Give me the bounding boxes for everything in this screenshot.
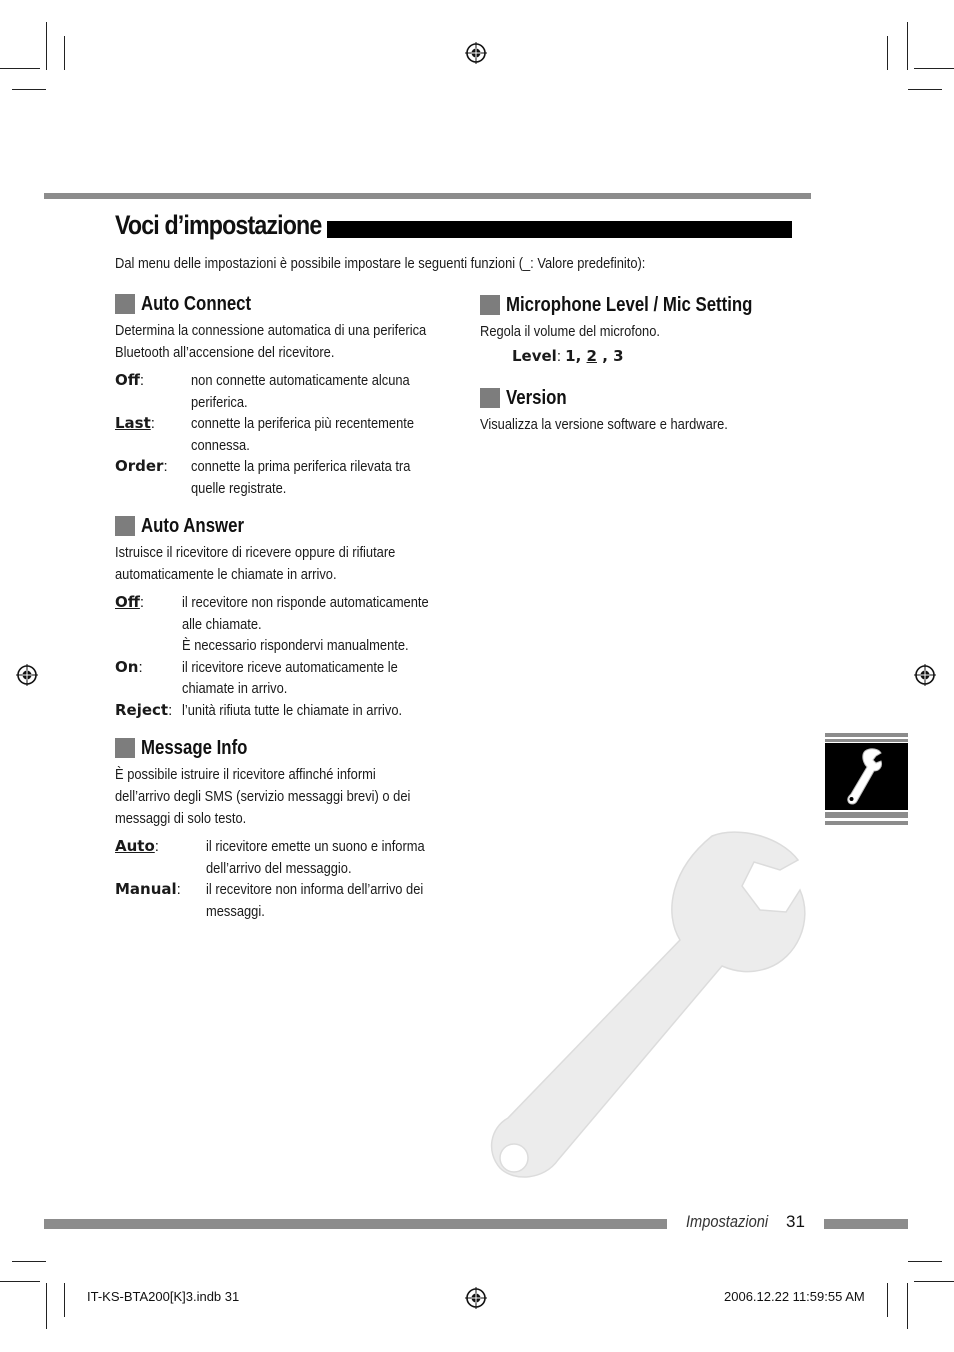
option-label-default: Off: bbox=[115, 593, 145, 611]
registration-mark-icon bbox=[16, 664, 38, 686]
option-last: Last: connette la periferica più recentemente connessa. bbox=[115, 414, 415, 454]
section-desc: Determina la connessione automatica di una periferica bbox=[115, 322, 427, 339]
registration-mark-icon bbox=[914, 664, 936, 686]
section-title: Auto Connect bbox=[141, 292, 252, 315]
option-label-default: Last: bbox=[115, 414, 155, 432]
section-square-icon bbox=[480, 295, 500, 315]
section-desc: Visualizza la versione software e hardware. bbox=[480, 416, 728, 433]
page-title: Voci d’impostazione bbox=[115, 210, 322, 240]
section-square-icon bbox=[115, 294, 135, 314]
section-desc: È possibile istruire il ricevitore affinché informi bbox=[115, 766, 376, 783]
option-off: Off: il recevitore non risponde automaticamente alle chiamate. È necessario rispondervi manualmente. bbox=[115, 593, 429, 654]
option-label-default: Auto: bbox=[115, 837, 159, 855]
option-label: On: bbox=[115, 657, 143, 676]
section-title: Message Info bbox=[141, 736, 248, 759]
level-default: 2 bbox=[586, 347, 597, 365]
option-manual: Manual: il recevitore non informa dell’arrivo dei messaggi. bbox=[115, 880, 424, 920]
title-bar bbox=[327, 221, 792, 238]
section-title: Version bbox=[506, 386, 567, 409]
registration-mark-icon bbox=[465, 1287, 487, 1309]
wrench-icon bbox=[843, 747, 889, 807]
option-label: Off: bbox=[115, 371, 145, 389]
print-timestamp: 2006.12.22 11:59:55 AM bbox=[724, 1289, 865, 1304]
option-reject: Reject: l’unità rifiuta tutte le chiamate in arrivo. bbox=[115, 700, 469, 722]
file-slug: IT-KS-BTA200[K]3.indb 31 bbox=[87, 1289, 240, 1304]
section-tab bbox=[825, 733, 908, 830]
option-label: Reject: bbox=[115, 700, 173, 719]
section-desc: automaticamente le chiamate in arrivo. bbox=[115, 566, 337, 583]
footer-rule-right bbox=[824, 1219, 908, 1229]
section-desc: dell’arrivo degli SMS (servizio messaggi brevi) o dei bbox=[115, 788, 411, 805]
registration-mark-icon bbox=[465, 42, 487, 64]
section-message-info bbox=[115, 736, 460, 922]
section-desc: Istruisce il ricevitore di ricevere oppure di rifiutare bbox=[115, 544, 396, 561]
level-setting: Level: 1, 2 , 3 bbox=[512, 347, 624, 365]
section-square-icon bbox=[115, 738, 135, 758]
section-desc: Bluetooth all’accensione del ricevitore. bbox=[115, 344, 335, 361]
section-square-icon bbox=[480, 388, 500, 408]
footer-section-name: Impostazioni bbox=[686, 1212, 769, 1231]
option-label: Order: bbox=[115, 457, 168, 475]
section-desc: Regola il volume del microfono. bbox=[480, 323, 660, 340]
page-number: 31 bbox=[786, 1212, 805, 1231]
option-on: On: il ricevitore riceve automaticamente le chiamate in arrivo. bbox=[115, 657, 398, 697]
option-auto: Auto: il ricevitore emette un suono e informa dell’arrivo del messaggio. bbox=[115, 837, 425, 877]
option-order: Order: connette la prima periferica rilevata tra quelle registrate. bbox=[115, 457, 411, 497]
section-square-icon bbox=[115, 516, 135, 536]
header-rule bbox=[44, 193, 811, 199]
wrench-watermark-icon bbox=[480, 830, 820, 1190]
section-title: Microphone Level / Mic Setting bbox=[506, 293, 753, 316]
section-desc: messaggi di solo testo. bbox=[115, 810, 247, 827]
section-auto-connect bbox=[115, 292, 477, 499]
intro-text: Dal menu delle impostazioni è possibile impostare le seguenti funzioni (_: Valore predefinito): bbox=[115, 255, 646, 272]
option-label: Manual: bbox=[115, 880, 181, 898]
section-title: Auto Answer bbox=[141, 514, 244, 537]
section-auto-answer bbox=[115, 514, 469, 721]
footer-rule-left bbox=[44, 1219, 667, 1229]
option-off: Off: non connette automaticamente alcuna periferica. bbox=[115, 371, 410, 411]
section-microphone-level bbox=[480, 293, 799, 365]
section-version bbox=[480, 386, 768, 436]
